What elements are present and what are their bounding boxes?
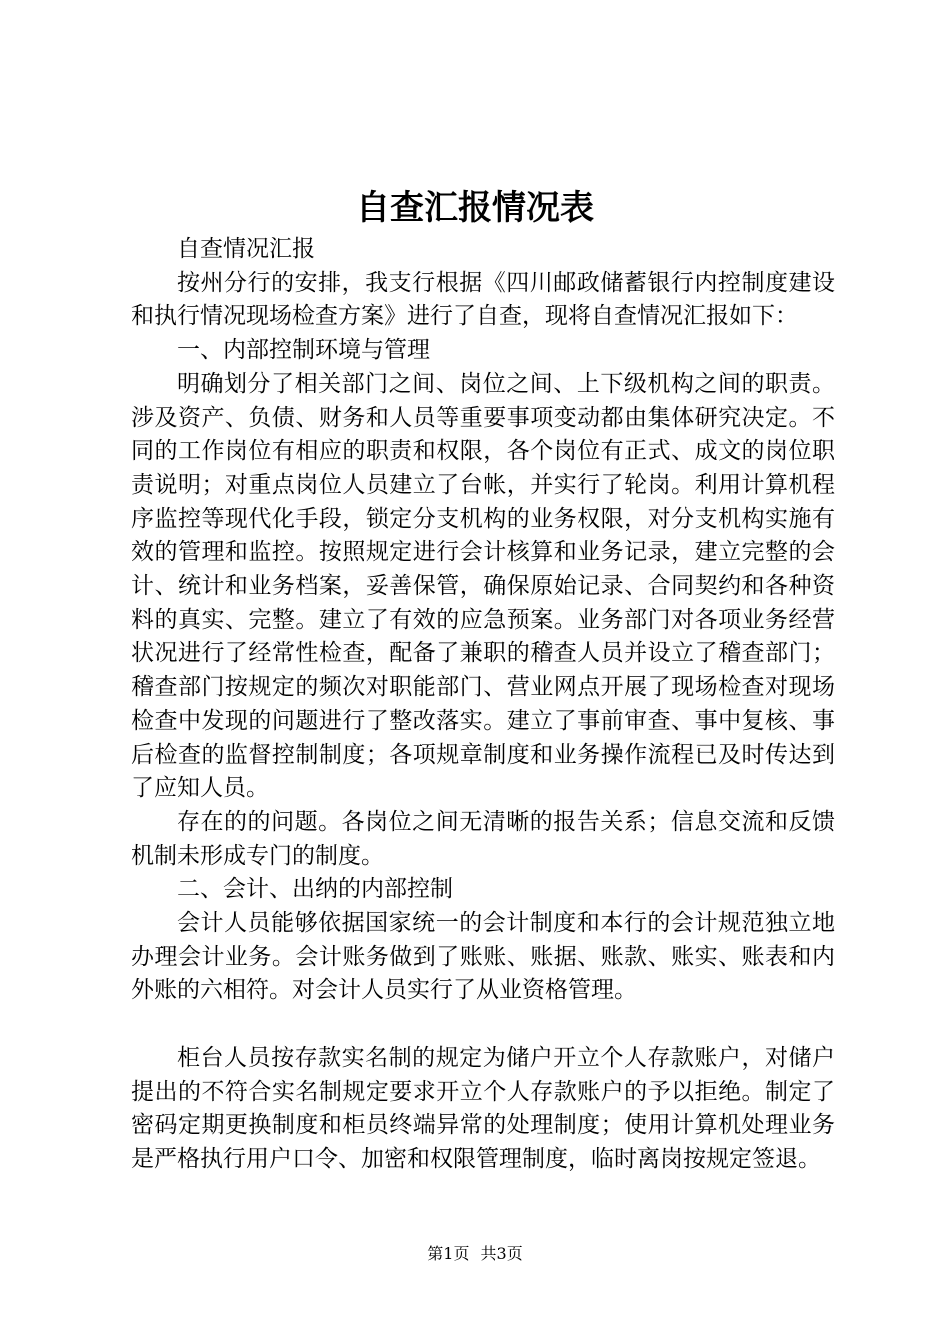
paragraph-intro: 按州分行的安排，我支行根据《四川邮政储蓄银行内控制度建设和执行情况现场检查方案》进行了自查，现将自查情况汇报如下： bbox=[131, 269, 835, 330]
section-heading-2: 二、会计、出纳的内部控制 bbox=[177, 876, 453, 903]
paragraph-counter: 柜台人员按存款实名制的规定为储户开立个人存款账户，对储户提出的不符合实名制规定要求开立个人存款账户的予以拒绝。制定了密码定期更换制度和柜员终端异常的处理制度；使用计算机处理业务是严格执行用户口令、加密和权限管理制度，临时离岗按规定签退。 bbox=[131, 1044, 835, 1172]
page-footer bbox=[0, 1242, 950, 1266]
page-total: 共3页 bbox=[480, 1244, 523, 1263]
section-heading-1: 一、内部控制环境与管理 bbox=[177, 337, 430, 364]
document-title: 自查汇报情况表 bbox=[356, 188, 594, 228]
paragraph-subtitle: 自查情况汇报 bbox=[177, 236, 315, 262]
paragraph-section-1: 明确划分了相关部门之间、岗位之间、上下级机构之间的职责。涉及资产、负债、财务和人员等重要事项变动都由集体研究决定。不同的工作岗位有相应的职责和权限，各个岗位有正式、成文的岗位职责说明；对重点岗位人员建立了台帐，并实行了轮岗。利用计算机程序监控等现代化手段，锁定分支机构的业务权限，对分支机构实施有效的管理和监控。按照规定进行会计核算和业务记录，建立完整的会计、统计和业务档案，妥善保管，确保原始记录、合同契约和各种资料的真实、完整。建立了有效的应急预案。业务部门对各项业务经营状况进行了经常性检查，配备了兼职的稽查人员并设立了稽查部门；稽查部门按规定的频次对职能部门、营业网点开展了现场检查对现场检查中发现的问题进行了整改落实。建立了事前审查、事中复核、事后检查的监督控制制度；各项规章制度和业务操作流程已及时传达到了应知人员。 bbox=[131, 370, 835, 802]
document-body bbox=[131, 233, 835, 1177]
page-number: 第1页 bbox=[427, 1244, 470, 1263]
paragraph-issues: 存在的的问题。各岗位之间无清晰的报告关系；信息交流和反馈机制未形成专门的制度。 bbox=[131, 808, 835, 869]
paragraph-accounting: 会计人员能够依据国家统一的会计制度和本行的会计规范独立地办理会计业务。会计账务做到了账账、账据、账款、账实、账表和内外账的六相符。对会计人员实行了从业资格管理。 bbox=[131, 910, 835, 1004]
